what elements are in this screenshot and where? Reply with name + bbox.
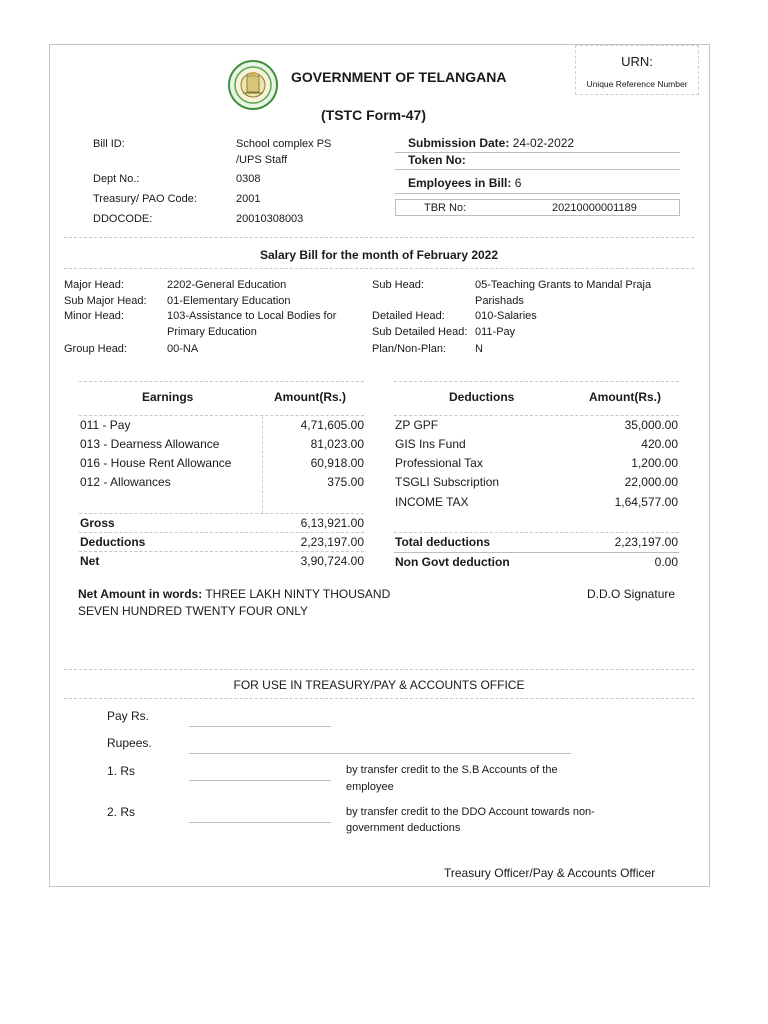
employees-value: 6 [514, 176, 522, 190]
non-govt-deduction-amount: 0.00 [654, 555, 678, 569]
rs2-desc-line2: government deductions [346, 822, 461, 834]
treasury-officer-signature: Treasury Officer/Pay & Accounts Officer [444, 866, 656, 880]
net-words-line2: SEVEN HUNDRED TWENTY FOUR ONLY [78, 604, 309, 618]
dept-no-label: Dept No.: [93, 173, 140, 185]
non-govt-deduction-label: Non Govt deduction [395, 555, 510, 569]
earnings-amount-header: Amount(Rs.) [274, 390, 346, 404]
divider [64, 237, 694, 238]
deduction-amount: 22,000.00 [624, 475, 678, 489]
minor-head-value: 103-Assistance to Local Bodies for Primary Education [167, 310, 337, 338]
employees-in-bill [408, 174, 521, 193]
total-deductions-label: Total deductions [395, 535, 491, 549]
treasury-code-label: Treasury/ PAO Code: [93, 193, 197, 205]
salary-bill-title: Salary Bill for the month of February 2022 [259, 248, 499, 262]
rs1-label: 1. Rs [107, 764, 136, 778]
urn-label: URN: [621, 54, 653, 69]
deduction-amount: 35,000.00 [624, 418, 678, 432]
ddo-signature: D.D.O Signature [587, 587, 676, 601]
deduction-name: INCOME TAX [395, 495, 469, 509]
deductions-header: Deductions [449, 390, 515, 404]
ddocode-value: 20010308003 [236, 213, 304, 225]
group-head-value: 00-NA [167, 343, 199, 355]
submission-date-label: Submission Date: [408, 136, 510, 150]
rs1-field [189, 780, 331, 781]
gross-amount: 6,13,921.00 [300, 516, 364, 530]
tbr-label: TBR No: [424, 202, 467, 214]
earning-name: 011 - Pay [80, 418, 131, 432]
earnings-header: Earnings [142, 390, 194, 404]
rs2-desc-line1: by transfer credit to the DDO Account towards non- [346, 806, 595, 818]
submission-date-value: 24-02-2022 [512, 136, 575, 150]
deduction-name: Professional Tax [395, 456, 483, 470]
detailed-head-label: Detailed Head: [372, 310, 445, 322]
major-head-value: 2202-General Education [167, 279, 287, 291]
earning-name: 016 - House Rent Allowance [80, 456, 232, 470]
sub-detailed-head-label: Sub Detailed Head: [372, 326, 468, 338]
deduction-name: GIS Ins Fund [395, 437, 466, 451]
employees-label: Employees in Bill: [408, 176, 512, 190]
minor-head-label: Minor Head: [64, 310, 124, 322]
urn-sub-label: Unique Reference Number [586, 79, 688, 89]
major-head-label: Major Head: [64, 279, 124, 291]
divider [64, 698, 694, 699]
divider [395, 193, 680, 194]
deduction-name: ZP GPF [395, 418, 439, 432]
dept-no-value: 0308 [236, 173, 261, 185]
ddocode-label: DDOCODE: [93, 213, 153, 225]
earning-amount: 60,918.00 [310, 456, 364, 470]
total-deductions-amount: 2,23,197.00 [614, 535, 678, 549]
treasury-code-value: 2001 [236, 193, 261, 205]
form-title: (TSTC Form-47) [321, 107, 426, 123]
sub-major-head-value: 01-Elementary Education [167, 295, 291, 307]
plan-value: N [475, 343, 483, 355]
rupees-label: Rupees. [107, 736, 152, 750]
deductions-label: Deductions [80, 535, 146, 549]
rs2-field [189, 822, 331, 823]
column-divider [262, 416, 263, 513]
treasury-title: FOR USE IN TREASURY/PAY & ACCOUNTS OFFICE [233, 678, 525, 692]
government-title: GOVERNMENT OF TELANGANA [291, 69, 507, 85]
divider [64, 268, 694, 269]
net-words-value: THREE LAKH NINTY THOUSAND [205, 587, 391, 601]
net-amount: 3,90,724.00 [300, 554, 364, 568]
rupees-field [189, 753, 571, 754]
rs1-desc-line1: by transfer credit to the S.B Accounts of the [346, 764, 558, 776]
tbr-value: 20210000001189 [552, 202, 637, 214]
divider [395, 169, 680, 170]
deduction-amount: 1,200.00 [631, 456, 678, 470]
tbr-box [395, 199, 680, 216]
token-no-label: Token No: [408, 153, 466, 167]
rs1-desc-line2: employee [346, 781, 394, 793]
net-label: Net [80, 554, 100, 568]
deductions-amount-header: Amount(Rs.) [589, 390, 661, 404]
net-words-label: Net Amount in words: [78, 587, 203, 601]
pay-rs-field [189, 726, 331, 727]
bill-id-value: School complex PS /UPS Staff [236, 138, 332, 166]
sub-head-value: 05-Teaching Grants to Mandal Praja Parishads [475, 279, 652, 307]
divider [64, 669, 694, 670]
plan-label: Plan/Non-Plan: [372, 343, 446, 355]
earning-name: 012 - Allowances [80, 475, 171, 489]
sub-detailed-head-value: 011-Pay [475, 326, 516, 338]
deduction-amount: 1,64,577.00 [614, 495, 678, 509]
earning-amount: 81,023.00 [310, 437, 364, 451]
earning-name: 013 - Dearness Allowance [80, 437, 220, 451]
telangana-emblem-icon [228, 60, 278, 110]
earning-amount: 4,71,605.00 [300, 418, 364, 432]
sub-head-label: Sub Head: [372, 279, 424, 291]
rs2-label: 2. Rs [107, 805, 136, 819]
deduction-name: TSGLI Subscription [395, 475, 500, 489]
deductions-amount: 2,23,197.00 [300, 535, 364, 549]
earning-amount: 375.00 [327, 475, 364, 489]
pay-rs-label: Pay Rs. [107, 709, 150, 723]
divider [79, 381, 364, 382]
deduction-amount: 420.00 [641, 437, 678, 451]
detailed-head-value: 010-Salaries [475, 310, 537, 322]
bill-id-label: Bill ID: [93, 138, 125, 150]
sub-major-head-label: Sub Major Head: [64, 295, 147, 307]
gross-label: Gross [80, 516, 115, 530]
group-head-label: Group Head: [64, 343, 127, 355]
divider [394, 381, 679, 382]
urn-box [575, 45, 699, 95]
